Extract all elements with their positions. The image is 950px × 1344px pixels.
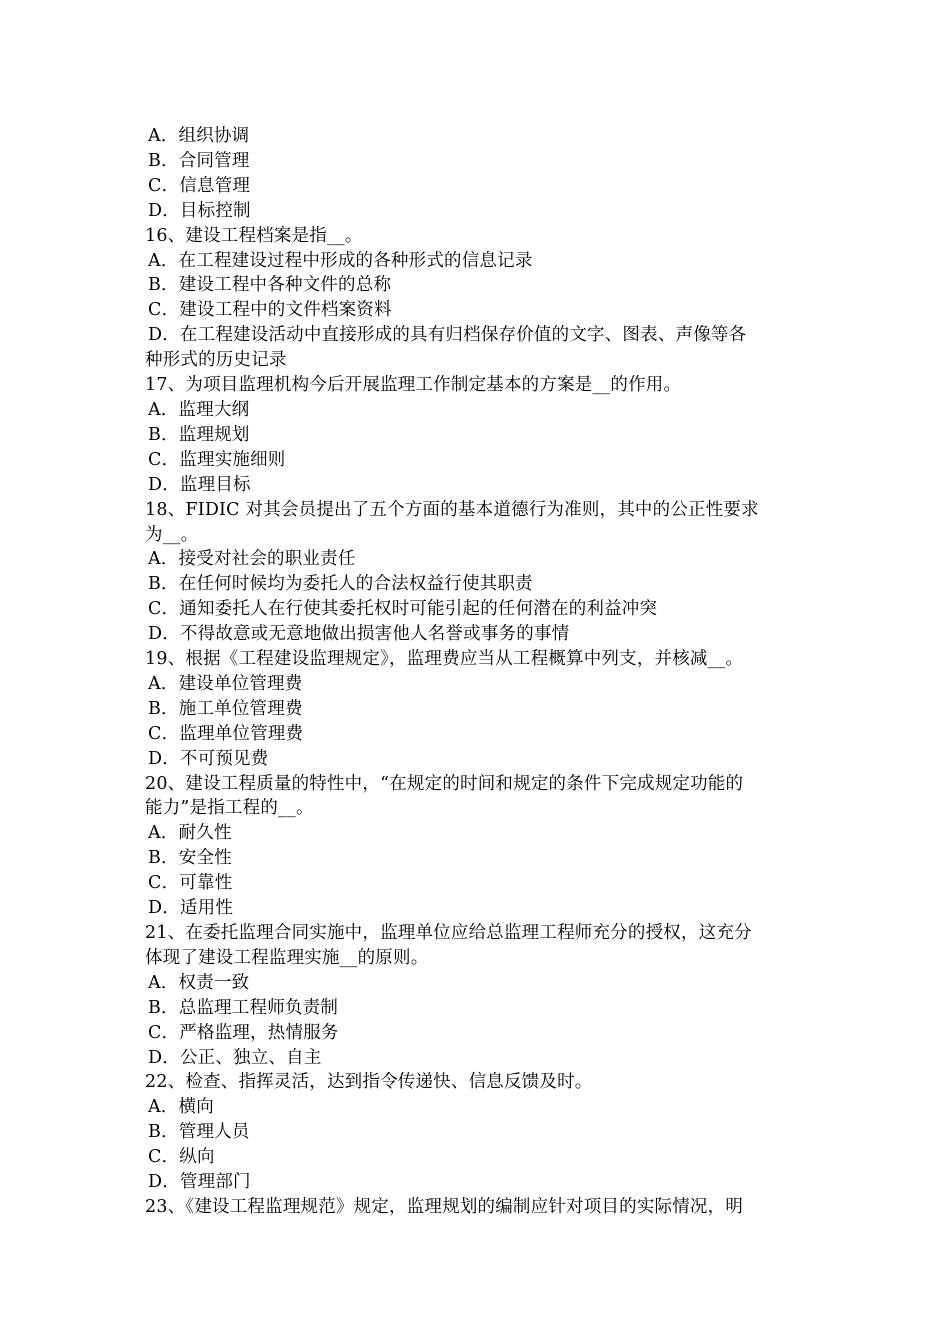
option-line: B．总监理工程师负责制 — [148, 997, 339, 1018]
option-line: D．公正、独立、自主 — [148, 1047, 322, 1068]
question-line: 17、为项目监理机构今后开展监理工作制定基本的方案是__的作用。 — [145, 375, 682, 396]
option-line: D．在工程建设活动中直接形成的具有归档保存价值的文字、图表、声像等各 — [148, 325, 747, 346]
continuation-line: 体现了建设工程监理实施__的原则。 — [145, 947, 429, 968]
document-body — [145, 124, 810, 1220]
question-line: 18、FIDIC 对其会员提出了五个方面的基本道德行为准则，其中的公正性要求 — [145, 499, 759, 520]
question-line: 16、建设工程档案是指__。 — [145, 225, 363, 246]
option-line: B．管理人员 — [148, 1122, 250, 1143]
option-line: C．信息管理 — [148, 175, 251, 196]
option-line: A．建设单位管理费 — [148, 673, 303, 694]
option-line: B．在任何时候均为委托人的合法权益行使其职责 — [148, 574, 533, 595]
option-line: D．不得故意或无意地做出损害他人名誉或事务的事情 — [148, 624, 570, 645]
option-line: D．管理部门 — [148, 1172, 251, 1193]
option-line: D．目标控制 — [148, 200, 251, 221]
option-line: B．安全性 — [148, 848, 232, 869]
continuation-line: 种形式的历史记录 — [145, 350, 287, 371]
option-line: C．监理实施细则 — [148, 449, 286, 470]
option-line: C．监理单位管理费 — [148, 723, 304, 744]
option-line: A．横向 — [148, 1097, 214, 1118]
option-line: C．纵向 — [148, 1147, 215, 1168]
option-line: A．接受对社会的职业责任 — [148, 549, 356, 570]
option-line: A．组织协调 — [148, 126, 250, 146]
option-line: D．监理目标 — [148, 474, 251, 495]
continuation-line: 能力”是指工程的__。 — [145, 798, 314, 819]
question-line: 19、根据《工程建设监理规定》，监理费应当从工程概算中列支，并核减__。 — [145, 649, 744, 670]
option-line: D．不可预见费 — [148, 748, 269, 769]
continuation-line: 为__。 — [145, 524, 199, 545]
option-line: A．在工程建设过程中形成的各种形式的信息记录 — [148, 250, 533, 271]
option-line: C．通知委托人在行使其委托权时可能引起的任何潜在的利益冲突 — [148, 599, 658, 620]
option-line: A．权责一致 — [148, 972, 250, 993]
option-line: C．严格监理，热情服务 — [148, 1022, 339, 1043]
option-line: C．可靠性 — [148, 873, 233, 894]
option-line: B．监理规划 — [148, 424, 250, 445]
option-line: D．适用性 — [148, 898, 234, 919]
option-line: C．建设工程中的文件档案资料 — [148, 300, 392, 321]
option-line: B．施工单位管理费 — [148, 698, 303, 719]
question-line: 23、《建设工程监理规范》规定，监理规划的编制应针对项目的实际情况，明 — [145, 1196, 744, 1217]
question-line: 21、在委托监理合同实施中，监理单位应给总监理工程师充分的授权，这充分 — [145, 923, 752, 943]
option-line: B．建设工程中各种文件的总称 — [148, 275, 392, 296]
question-line: 20、建设工程质量的特性中，“在规定的时间和规定的条件下完成规定功能的 — [145, 773, 744, 794]
option-line: A．耐久性 — [148, 823, 232, 844]
question-line: 22、检查、指挥灵活，达到指令传递快、信息反馈及时。 — [145, 1072, 593, 1093]
option-line: B．合同管理 — [148, 150, 250, 171]
option-line: A．监理大纲 — [148, 399, 250, 420]
